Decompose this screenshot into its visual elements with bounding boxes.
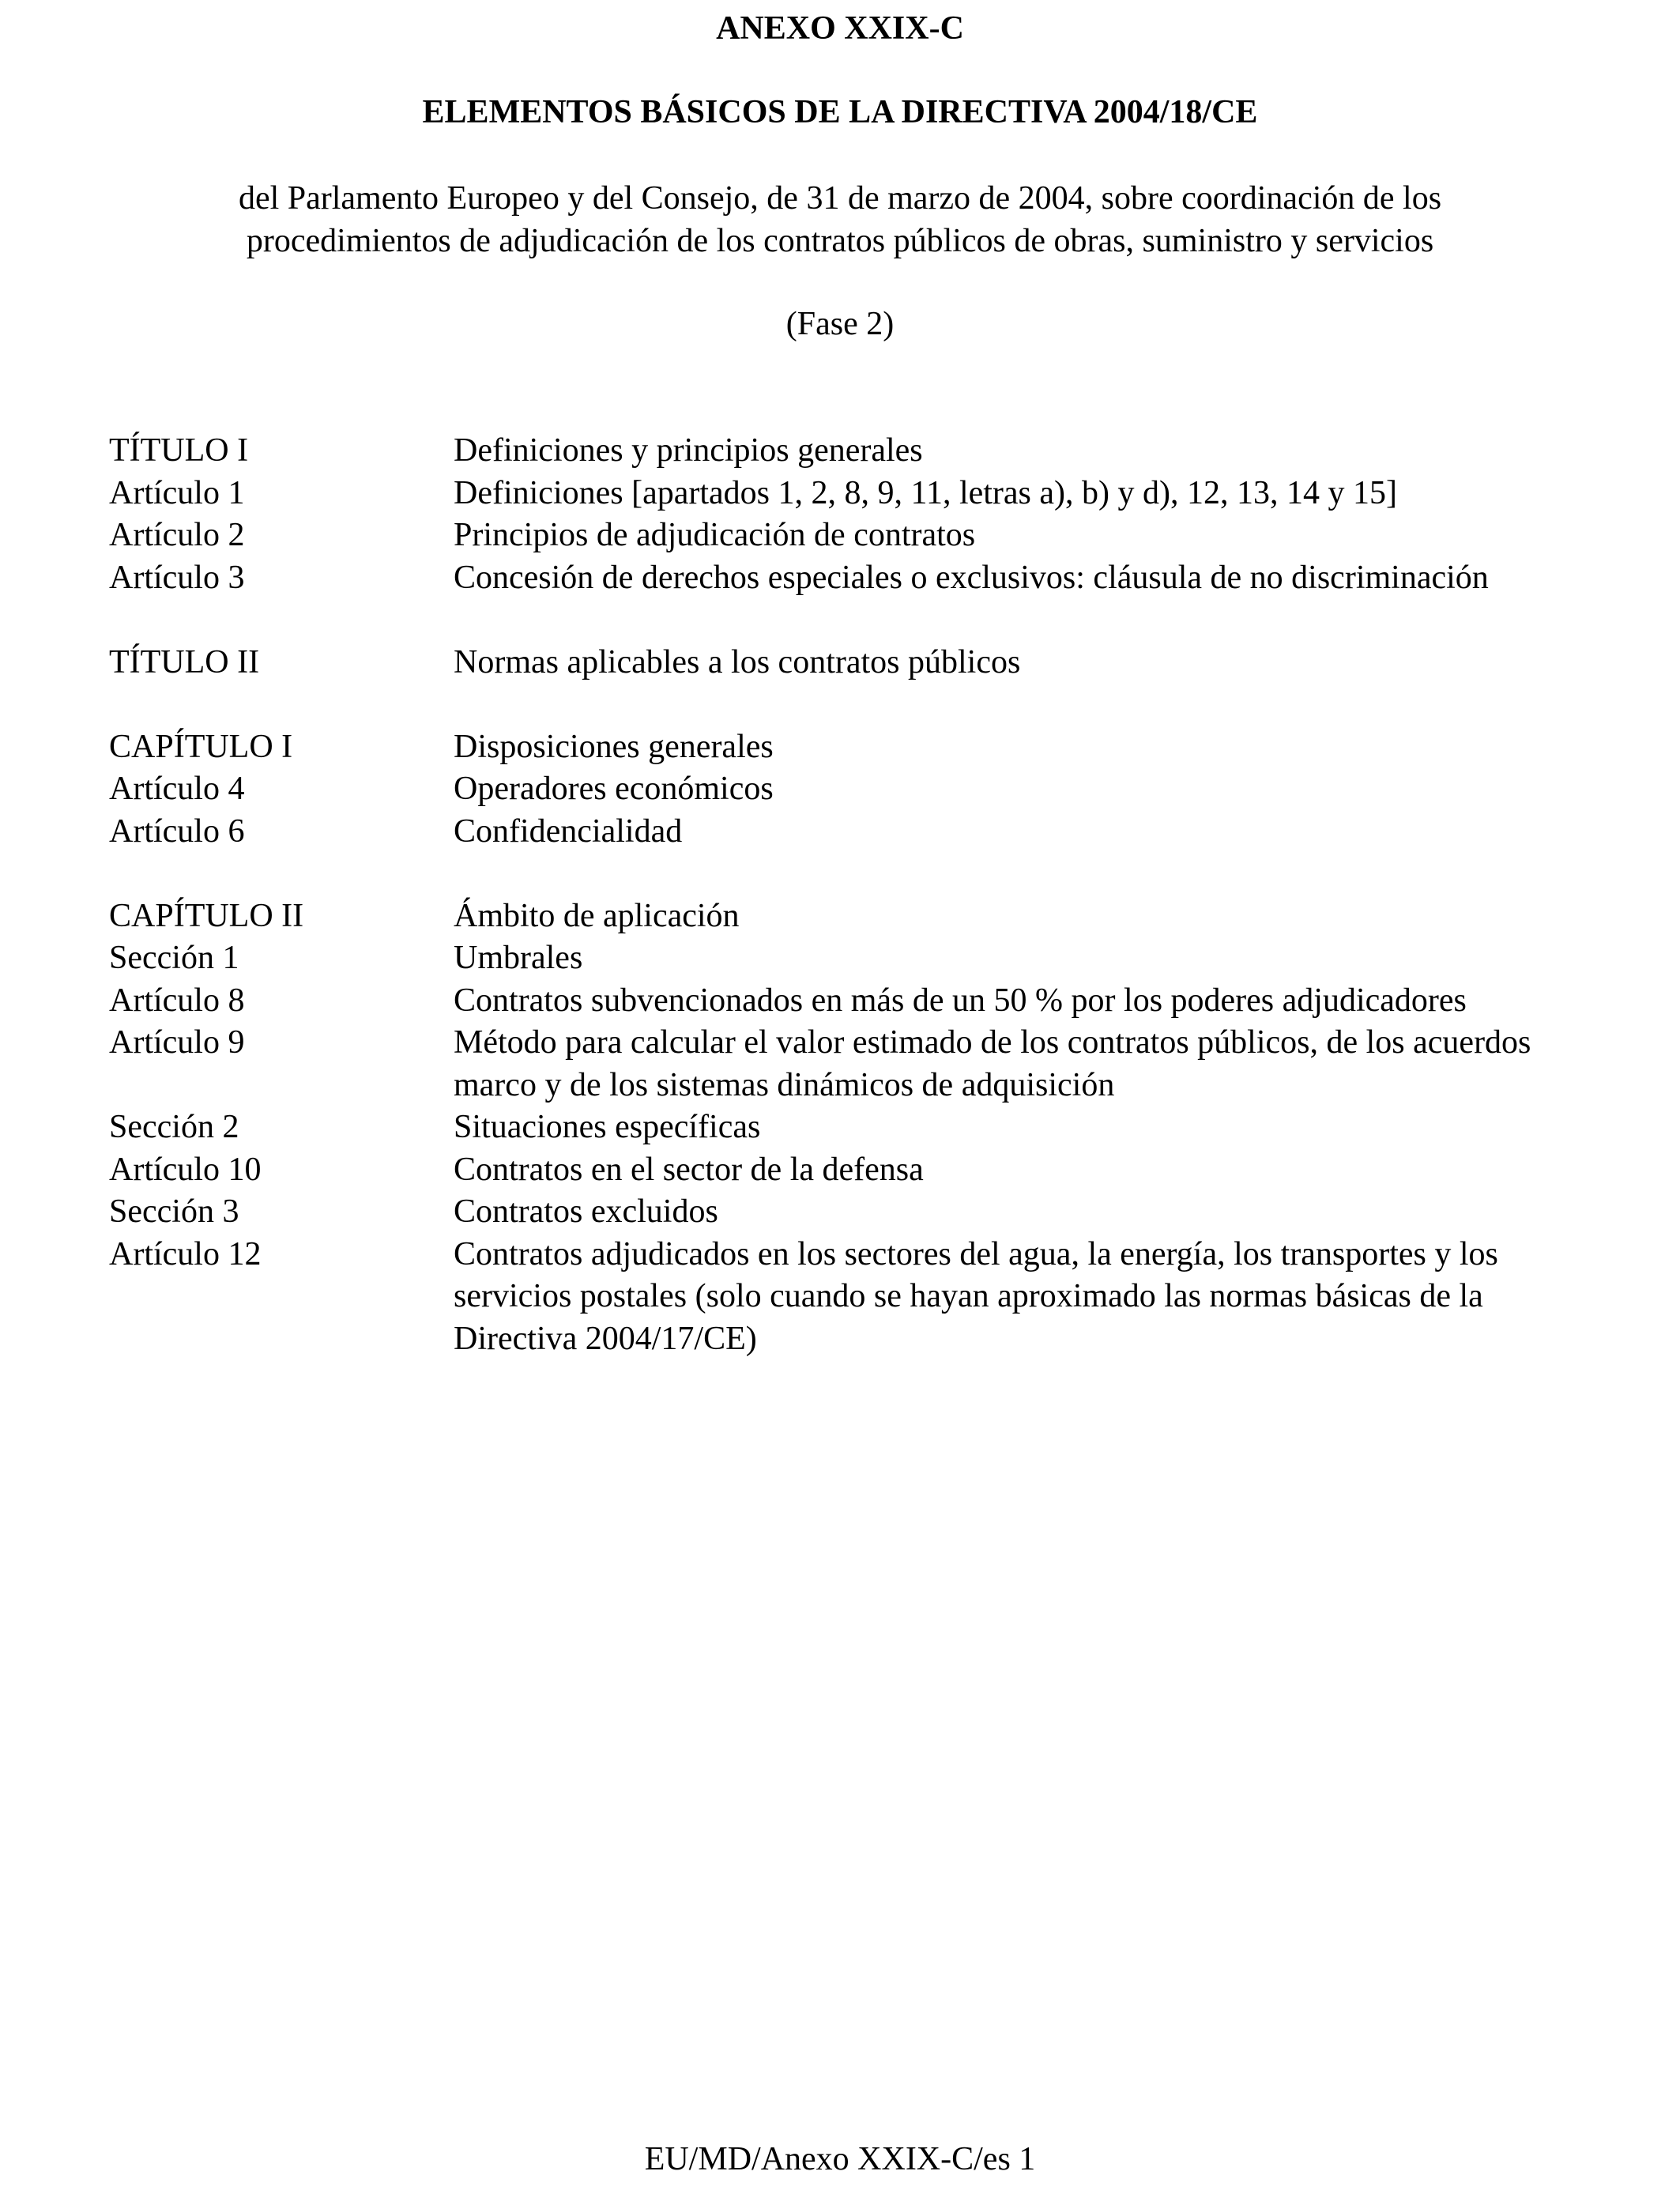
- toc-label: TÍTULO II: [109, 643, 260, 680]
- toc-row: [109, 1234, 1595, 1361]
- toc-row: [109, 1106, 1595, 1149]
- toc-row: [109, 937, 1595, 980]
- intro-line: procedimientos de adjudicación de los contratos públicos de obras, suministro y servicios: [246, 223, 1434, 259]
- toc-label: CAPÍTULO I: [109, 728, 293, 765]
- toc-description: Definiciones [apartados 1, 2, 8, 9, 11, letras a), b) y d), 12, 13, 14 y 15]: [454, 474, 1397, 511]
- toc-row: [109, 768, 1595, 811]
- contents-list: [109, 430, 1595, 1360]
- toc-description: Contratos excluidos: [454, 1193, 718, 1230]
- toc-description: Normas aplicables a los contratos públicos: [454, 643, 1021, 680]
- toc-description: Contratos subvencionados en más de un 50 % por los poderes adjudicadores: [454, 982, 1467, 1019]
- directive-intro: [0, 177, 1680, 262]
- toc-row: [109, 1149, 1595, 1192]
- toc-label: Artículo 10: [109, 1151, 262, 1188]
- annex-title: ANEXO XXIX-C: [716, 10, 964, 47]
- toc-row: [109, 473, 1595, 515]
- toc-row: [109, 557, 1595, 600]
- toc-description: Ámbito de aplicación: [454, 897, 740, 934]
- toc-row: [109, 430, 1595, 473]
- toc-description: Concesión de derechos especiales o exclusivos: cláusula de no discriminación: [454, 559, 1489, 596]
- toc-row: [109, 1022, 1595, 1106]
- toc-label: Sección 2: [109, 1109, 239, 1145]
- toc-label: Artículo 1: [109, 474, 245, 511]
- toc-row: [109, 895, 1595, 938]
- toc-label: CAPÍTULO II: [109, 897, 304, 934]
- intro-line: del Parlamento Europeo y del Consejo, de 31 de marzo de 2004, sobre coordinación de los: [238, 180, 1442, 217]
- toc-description: Contratos en el sector de la defensa: [454, 1151, 924, 1188]
- toc-label: Artículo 12: [109, 1235, 262, 1272]
- toc-description: Confidencialidad: [454, 812, 683, 850]
- toc-description: Operadores económicos: [454, 771, 774, 807]
- directive-subtitle: ELEMENTOS BÁSICOS DE LA DIRECTIVA 2004/18/CE: [422, 94, 1258, 130]
- toc-row: [109, 811, 1595, 854]
- toc-description: Disposiciones generales: [454, 728, 774, 765]
- toc-row: [109, 515, 1595, 557]
- toc-label: Artículo 9: [109, 1024, 245, 1061]
- toc-description: Método para calcular el valor estimado de los contratos públicos, de los acuerdos marco y de los sistemas dinámicos de adquisición: [454, 1024, 1531, 1103]
- toc-row: [109, 980, 1595, 1023]
- toc-description: Principios de adjudicación de contratos: [454, 517, 976, 553]
- toc-description: Contratos adjudicados en los sectores del agua, la energía, los transportes y los servicios postales (solo cuando se hayan aproximado las normas básicas de la Directiva 2004/17/CE): [454, 1235, 1498, 1357]
- toc-row: [109, 1191, 1595, 1234]
- toc-label: Artículo 6: [109, 812, 245, 850]
- toc-row: [109, 726, 1595, 769]
- toc-row: [109, 642, 1595, 684]
- toc-label: TÍTULO I: [109, 432, 249, 469]
- toc-label: Artículo 2: [109, 517, 245, 553]
- toc-label: Artículo 8: [109, 982, 245, 1019]
- toc-label: Sección 3: [109, 1193, 239, 1230]
- toc-description: Situaciones específicas: [454, 1109, 761, 1145]
- toc-label: Sección 1: [109, 940, 239, 976]
- toc-label: Artículo 4: [109, 771, 245, 807]
- phase-label: (Fase 2): [785, 306, 895, 342]
- page-footer: EU/MD/Anexo XXIX-C/es 1: [644, 2141, 1036, 2177]
- toc-description: Definiciones y principios generales: [454, 432, 923, 469]
- toc-label: Artículo 3: [109, 559, 245, 596]
- toc-description: Umbrales: [454, 940, 583, 976]
